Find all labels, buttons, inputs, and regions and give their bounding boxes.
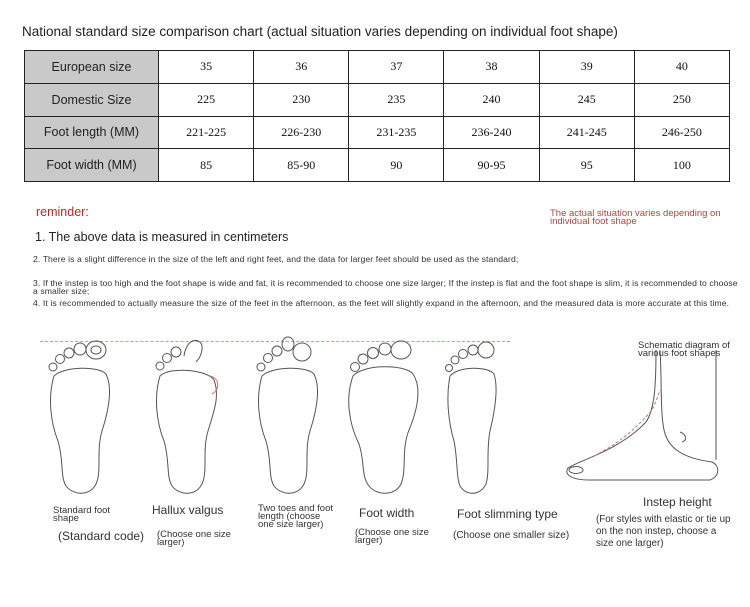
table-cell: 85-90	[254, 149, 349, 182]
table-row	[25, 149, 730, 182]
table-cell: 246-250	[634, 116, 729, 149]
foot-width-label: Foot width	[359, 506, 415, 520]
table-cell: 250	[634, 83, 729, 116]
table-cell: 225	[159, 83, 254, 116]
note-1: 1. The above data is measured in centimeters	[35, 230, 289, 244]
two-toes-label: Two toes and foot length (choose one size larger)	[258, 503, 333, 530]
table-cell: 90-95	[444, 149, 539, 182]
size-table	[24, 50, 730, 182]
table-cell: 90	[349, 149, 444, 182]
table-cell: 36	[254, 51, 349, 84]
row-header: Foot length (MM)	[25, 116, 159, 149]
table-cell: 37	[349, 51, 444, 84]
row-header: Domestic Size	[25, 83, 159, 116]
slim-foot-icon	[440, 336, 504, 496]
table-cell: 221-225	[159, 116, 254, 149]
table-row	[25, 83, 730, 116]
note-4: 4. It is recommended to actually measure the size of the feet in the afternoon, as the feet will slightly expand in the afternoon, and the measured data is more accurate at this time.	[33, 298, 730, 308]
note-3: 3. If the instep is too high and the foot shape is wide and fat, it is recommended to choose one size larger; If the instep is flat and the foot shape is slim, it is recommended to choose a smaller size;	[33, 278, 738, 296]
hallux-valgus-sub: (Choose one size larger)	[157, 529, 231, 548]
reminder-heading: reminder:	[36, 205, 89, 219]
wide-foot-icon	[345, 336, 425, 496]
instep-height-label: Instep height	[643, 495, 712, 509]
row-header: Foot width (MM)	[25, 149, 159, 182]
foot-width-sub: (Choose one size larger)	[355, 527, 429, 546]
instep-foot-side-icon	[560, 350, 730, 495]
hallux-valgus-foot-icon	[150, 336, 222, 496]
table-cell: 38	[444, 51, 539, 84]
foot-slimming-sub: (Choose one smaller size)	[453, 530, 570, 541]
standard-foot-label: Standard foot shape	[53, 505, 111, 524]
table-cell: 230	[254, 83, 349, 116]
row-header: European size	[25, 51, 159, 84]
table-cell: 235	[349, 83, 444, 116]
table-cell: 95	[539, 149, 634, 182]
table-cell: 100	[634, 149, 729, 182]
standard-foot-sub: (Standard code)	[58, 529, 145, 543]
hallux-valgus-label: Hallux valgus	[152, 503, 224, 517]
table-cell: 226-230	[254, 116, 349, 149]
note-2: 2. There is a slight difference in the size of the left and right feet, and the data for larger feet should be used as the standard;	[33, 254, 519, 264]
table-cell: 35	[159, 51, 254, 84]
table-cell: 85	[159, 149, 254, 182]
foot-slimming-label: Foot slimming type	[457, 507, 558, 521]
table-cell: 236-240	[444, 116, 539, 149]
standard-foot-icon	[44, 336, 116, 496]
table-row	[25, 116, 730, 149]
table-cell: 39	[539, 51, 634, 84]
table-cell: 245	[539, 83, 634, 116]
schematic-label: Schematic diagram of various foot shapes	[638, 340, 730, 359]
table-cell: 241-245	[539, 116, 634, 149]
two-toes-foot-icon	[252, 336, 324, 496]
table-cell: 40	[634, 51, 729, 84]
table-row	[25, 51, 730, 84]
table-cell: 240	[444, 83, 539, 116]
page-title: National standard size comparison chart (actual situation varies depending on individual foot shape)	[22, 24, 618, 39]
instep-height-sub: (For styles with elastic or tie up on the non instep, choose a size one larger)	[596, 514, 731, 549]
reminder-side-note: The actual situation varies depending on individual foot shape	[550, 208, 721, 227]
table-cell: 231-235	[349, 116, 444, 149]
